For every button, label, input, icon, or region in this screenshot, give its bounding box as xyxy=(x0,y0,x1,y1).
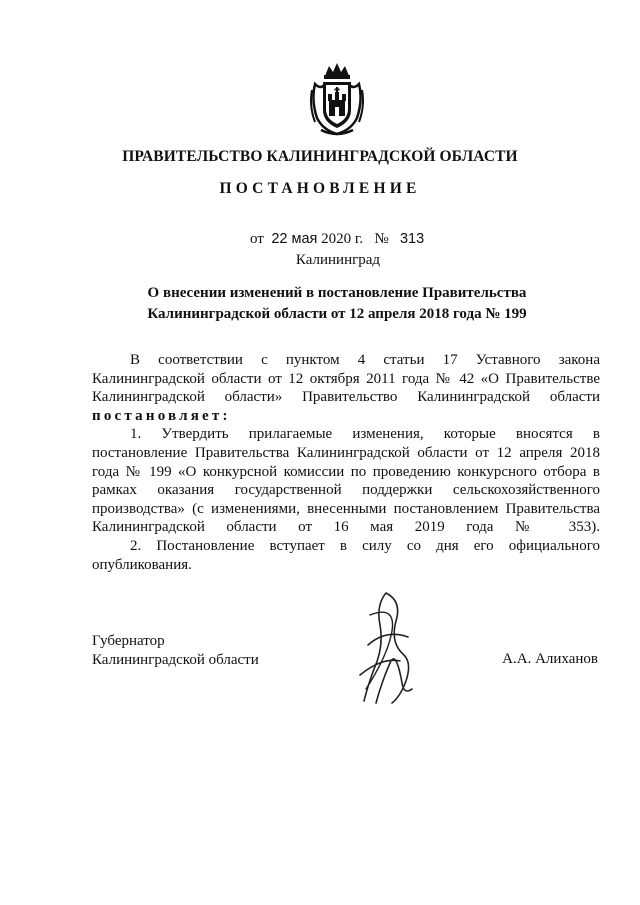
signatory-title-line-2: Калининградской области xyxy=(92,652,259,668)
city-name: Калининград xyxy=(295,252,381,268)
subject-line-1: О внесении изменений в постановление Правительства xyxy=(147,285,527,301)
date-day-month: 22 мая xyxy=(271,231,318,247)
date-and-number xyxy=(250,231,424,248)
paragraph-item-2: 2. Постановление вступает в силу со дня его официального опубликования. xyxy=(92,537,600,573)
subject-line-2: Калининградской области от 12 апреля 2018 года № 199 xyxy=(147,306,527,322)
paragraph-preamble xyxy=(92,351,600,425)
date-prefix: от xyxy=(250,231,264,247)
signatory-name: А.А. Алиханов xyxy=(502,651,598,667)
preamble-text: В соответствии с пунктом 4 статьи 17 Уставного закона Калининградской области от 12 октября 2011 года № 42 «О Правительстве Калининградской области» Правительство Калининградской области xyxy=(92,352,600,406)
organization-title: ПРАВИТЕЛЬСТВО КАЛИНИНГРАДСКОЙ ОБЛАСТИ xyxy=(122,148,518,165)
number-sign: № xyxy=(374,231,389,247)
signatory-title xyxy=(92,632,259,670)
document-subject xyxy=(130,283,544,325)
document-type-heading: ПОСТАНОВЛЕНИЕ xyxy=(219,180,421,197)
document-body xyxy=(92,351,600,574)
paragraph-item-1: 1. Утвердить прилагаемые изменения, которые вносятся в постановление Правительства Калининградской области от 12 апреля 2018 года № 199 «О конкурсной комиссии по проведению конкурсного отбора в рамках оказания государственной поддержки сельскохозяйственного производства» (с изменениями, внесенными постановлением Правительства Калининградской области от 16 мая 2019 года № 353). xyxy=(92,426,600,536)
date-year: 2020 г. xyxy=(321,231,364,247)
signatory-title-line-1: Губернатор xyxy=(92,633,165,649)
coat-of-arms-icon xyxy=(307,60,367,138)
decree-word: постановляет: xyxy=(92,407,231,424)
handwritten-signature-icon xyxy=(346,585,426,710)
document-number: 313 xyxy=(399,231,425,247)
